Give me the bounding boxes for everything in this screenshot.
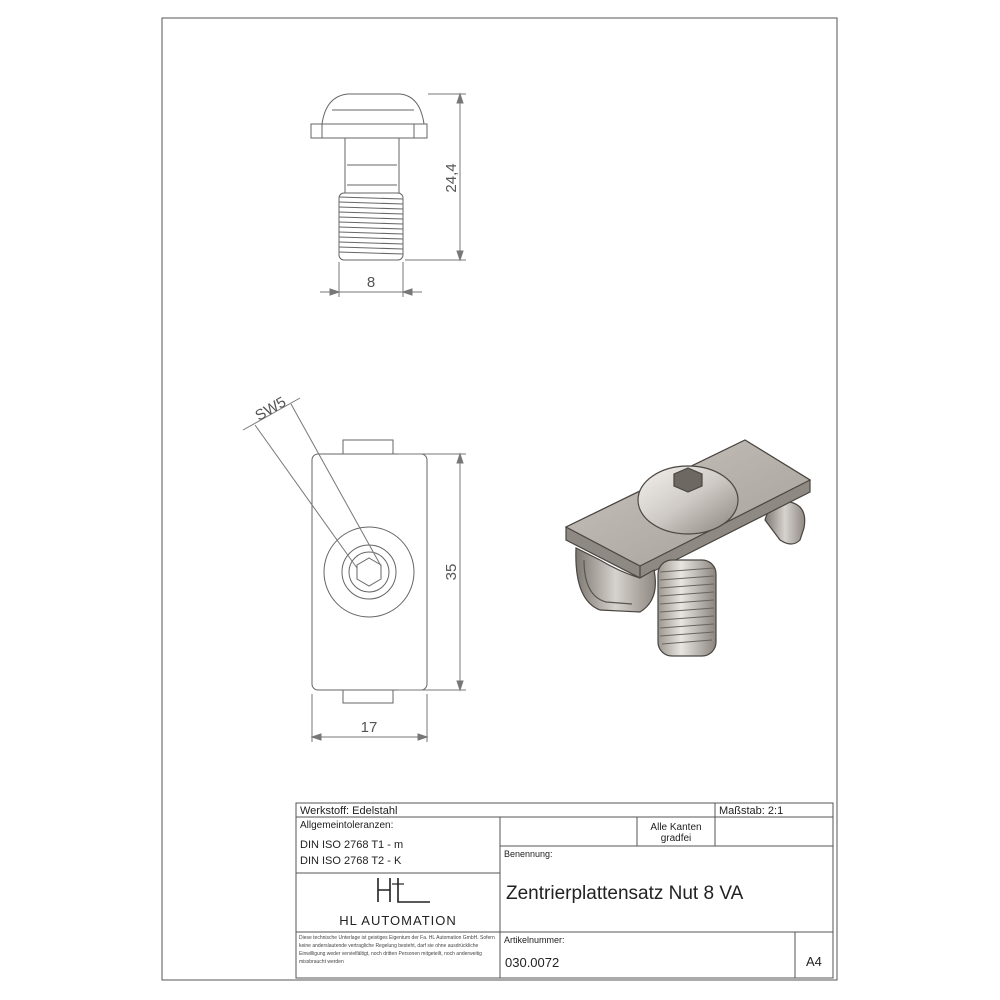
designation-text: Zentrierplattensatz Nut 8 VA: [506, 883, 744, 904]
edges-note-line-1: Alle Kanten: [650, 822, 702, 833]
bolt-width-label: 8: [366, 274, 376, 291]
copyright-line-4: missbraucht werden: [299, 959, 344, 965]
designation-label: Benennung:: [504, 849, 553, 859]
plate-width-label: 17: [360, 719, 378, 736]
company-name: HL AUTOMATION: [339, 913, 457, 928]
copyright-line-1: Diese technische Unterlage ist geistiges Eigentum der Fa. HL Automation GmbH. Sofern: [299, 935, 495, 941]
copyright-line-3: Einwilligung weder vervielfältigt, noch dritten Personen mitgeteilt, noch anderweitig: [299, 951, 482, 957]
plate-height-label: 35: [443, 563, 460, 581]
copyright-line-2: keine anderslautende vertragliche Regelung besteht, darf sie ohne ausdrückliche: [299, 943, 479, 949]
wrench-size-label: SW5: [252, 393, 290, 425]
material-text: Werkstoff: Edelstahl: [300, 805, 398, 817]
sheet-size: A4: [806, 954, 822, 969]
bolt-height-label: 24,4: [443, 163, 460, 193]
scale-text: Maßstab: 2:1: [719, 805, 784, 817]
general-tolerances-label: Allgemeintoleranzen:: [300, 820, 394, 831]
article-number-label: Artikelnummer:: [504, 935, 565, 945]
edges-note-line-2: gradfei: [660, 833, 692, 844]
tolerance-line-2: DIN ISO 2768 T2 - K: [300, 855, 402, 867]
plate-top-view: [312, 440, 427, 703]
isometric-render: [566, 440, 810, 656]
company-logo-icon: [378, 878, 430, 902]
bolt-side-view: [311, 94, 427, 260]
tolerance-line-1: DIN ISO 2768 T1 - m: [300, 839, 404, 851]
article-number: 030.0072: [505, 955, 560, 970]
